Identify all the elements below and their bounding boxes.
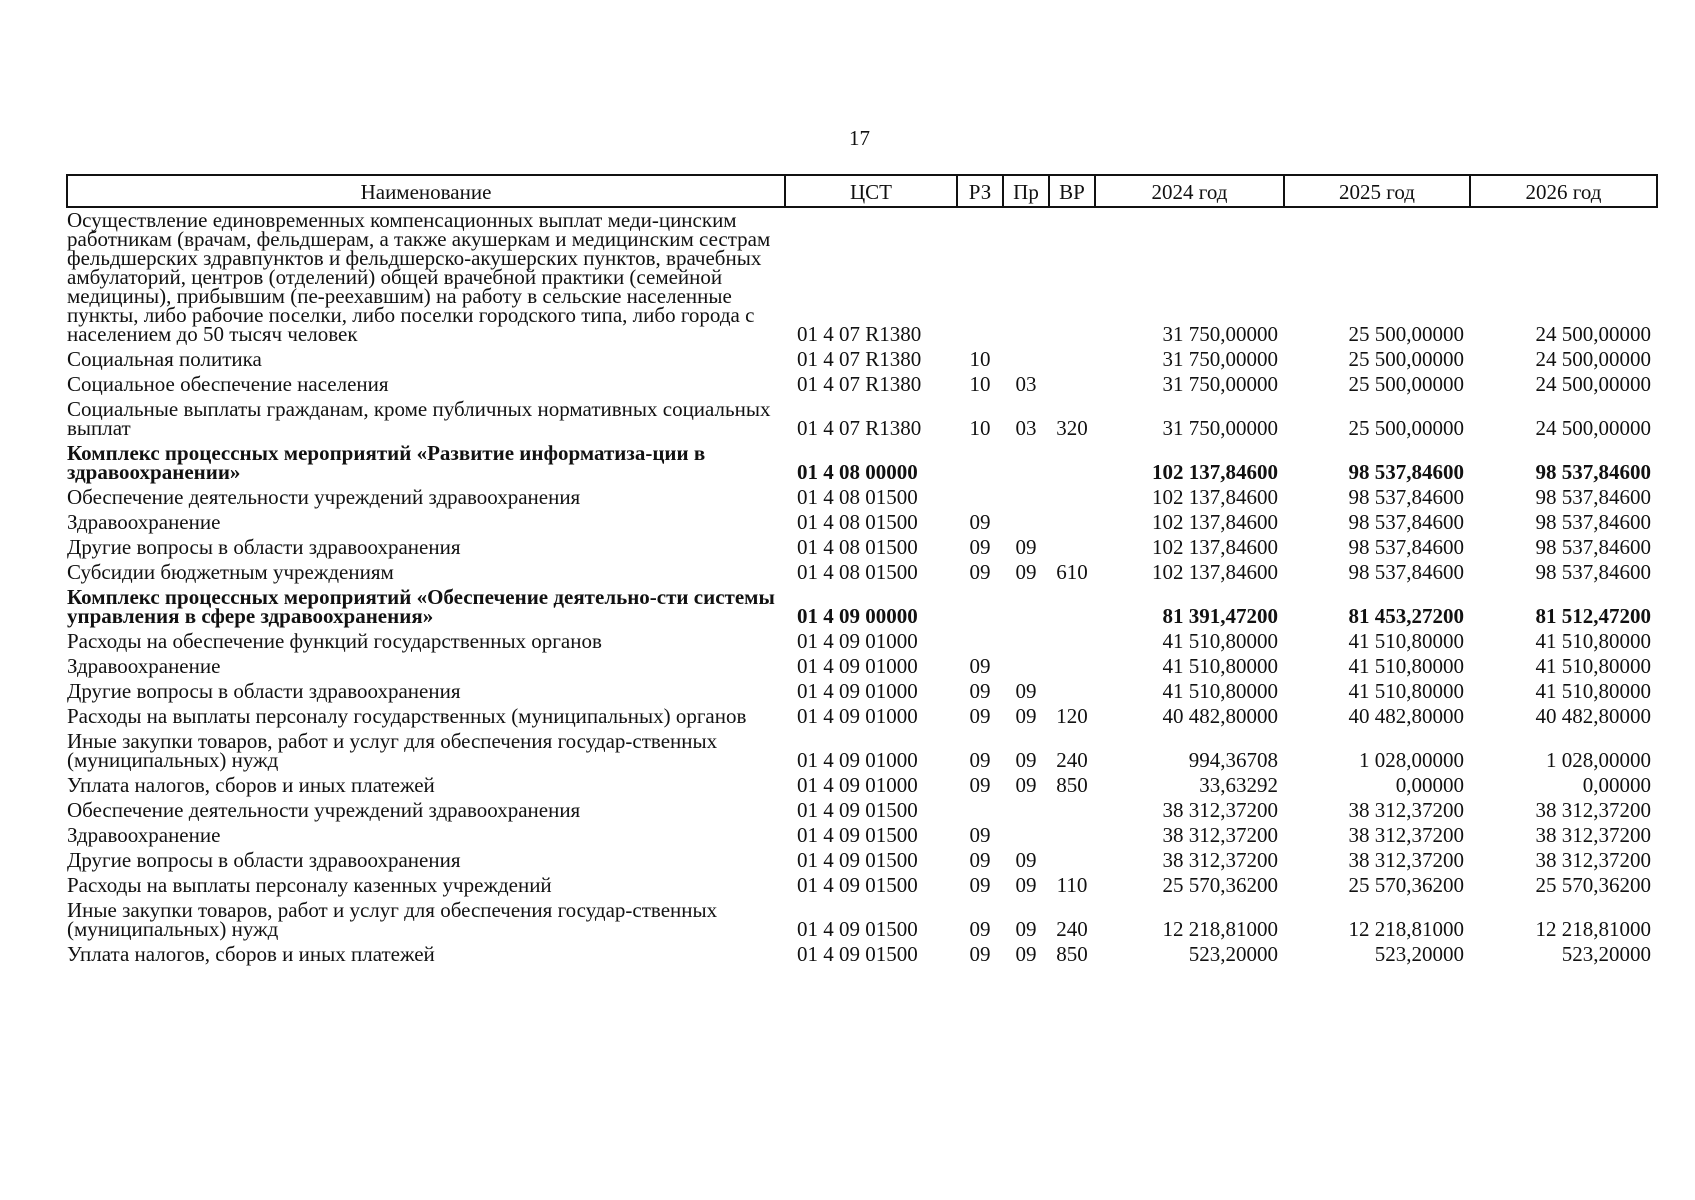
row-value-2026: 38 312,37200 <box>1535 798 1651 822</box>
table-row <box>67 942 1657 967</box>
row-name: Расходы на обеспечение функций государственных органов <box>67 629 602 653</box>
row-value-2025: 25 500,00000 <box>1348 347 1464 371</box>
row-cst: 01 4 09 00000 <box>797 604 918 628</box>
row-vr: 850 <box>1056 773 1088 797</box>
table-row <box>67 848 1657 873</box>
budget-table-container <box>66 174 1656 967</box>
row-cst: 01 4 07 R1380 <box>797 347 922 371</box>
row-vr: 610 <box>1056 560 1088 584</box>
row-cst: 01 4 08 01500 <box>797 560 918 584</box>
header-2026: 2026 год <box>1470 175 1657 207</box>
row-value-2026: 41 510,80000 <box>1535 679 1651 703</box>
row-vr <box>1049 485 1095 510</box>
row-name: Здравоохранение <box>67 510 221 534</box>
row-rz <box>957 629 1003 654</box>
row-value-2026: 38 312,37200 <box>1535 823 1651 847</box>
row-rz: 09 <box>969 510 991 534</box>
row-rz: 09 <box>969 942 991 966</box>
row-pr: 09 <box>1015 917 1037 941</box>
row-vr: 850 <box>1056 942 1088 966</box>
row-pr <box>1003 585 1049 629</box>
row-value-2024: 41 510,80000 <box>1162 629 1278 653</box>
row-rz: 09 <box>969 560 991 584</box>
header-name: Наименование <box>67 175 785 207</box>
row-pr: 09 <box>1015 848 1037 872</box>
row-name: Социальные выплаты гражданам, кроме публичных нормативных социальных выплат <box>67 397 771 440</box>
row-vr: 240 <box>1056 917 1088 941</box>
row-name: Расходы на выплаты персоналу государственных (муниципальных) органов <box>67 704 747 728</box>
row-vr <box>1049 823 1095 848</box>
table-row <box>67 629 1657 654</box>
row-cst: 01 4 09 01000 <box>797 654 918 678</box>
row-value-2024: 31 750,00000 <box>1162 416 1278 440</box>
row-value-2026: 0,00000 <box>1582 773 1651 797</box>
row-value-2025: 12 218,81000 <box>1348 917 1464 941</box>
row-cst: 01 4 09 01000 <box>797 629 918 653</box>
row-value-2026: 25 570,36200 <box>1535 873 1651 897</box>
page-number <box>0 126 1695 151</box>
row-pr: 09 <box>1015 679 1037 703</box>
row-name: Расходы на выплаты персоналу казенных учреждений <box>67 873 552 897</box>
row-value-2025: 98 537,84600 <box>1348 460 1464 484</box>
row-vr <box>1049 848 1095 873</box>
row-value-2025: 98 537,84600 <box>1348 485 1464 509</box>
table-row <box>67 441 1657 485</box>
row-vr: 120 <box>1056 704 1088 728</box>
row-value-2026: 98 537,84600 <box>1535 460 1651 484</box>
row-rz: 09 <box>969 873 991 897</box>
budget-table <box>66 174 1658 967</box>
row-name: Иные закупки товаров, работ и услуг для обеспечения государ-ственных (муниципальных) нужд <box>67 729 718 772</box>
row-name: Уплата налогов, сборов и иных платежей <box>67 773 435 797</box>
row-rz: 09 <box>969 654 991 678</box>
row-rz <box>957 798 1003 823</box>
row-pr <box>1003 510 1049 535</box>
table-row <box>67 654 1657 679</box>
row-value-2026: 24 500,00000 <box>1535 322 1651 346</box>
table-row <box>67 729 1657 773</box>
row-value-2026: 98 537,84600 <box>1535 485 1651 509</box>
row-vr <box>1049 585 1095 629</box>
row-vr <box>1049 372 1095 397</box>
row-value-2025: 41 510,80000 <box>1348 654 1464 678</box>
row-cst: 01 4 09 01000 <box>797 704 918 728</box>
row-cst: 01 4 08 00000 <box>797 460 918 484</box>
table-row <box>67 535 1657 560</box>
row-rz: 09 <box>969 748 991 772</box>
row-value-2024: 31 750,00000 <box>1162 322 1278 346</box>
header-row <box>67 175 1657 207</box>
header-2025: 2025 год <box>1284 175 1470 207</box>
header-pr: Пр <box>1003 175 1049 207</box>
row-pr <box>1003 654 1049 679</box>
row-name: Комплекс процессных мероприятий «Развитие информатиза-ции в здравоохранении» <box>67 441 706 484</box>
row-pr <box>1003 629 1049 654</box>
header-rz: РЗ <box>957 175 1003 207</box>
row-cst: 01 4 09 01500 <box>797 823 918 847</box>
row-name: Социальная политика <box>67 347 262 371</box>
row-value-2024: 81 391,47200 <box>1162 604 1278 628</box>
row-cst: 01 4 08 01500 <box>797 510 918 534</box>
header-2024: 2024 год <box>1095 175 1284 207</box>
row-rz: 10 <box>969 347 991 371</box>
table-row <box>67 898 1657 942</box>
row-value-2025: 98 537,84600 <box>1348 510 1464 534</box>
row-value-2024: 38 312,37200 <box>1162 848 1278 872</box>
row-pr: 03 <box>1015 372 1037 396</box>
row-value-2026: 24 500,00000 <box>1535 372 1651 396</box>
table-header <box>67 175 1657 207</box>
row-cst: 01 4 09 01500 <box>797 848 918 872</box>
row-value-2025: 98 537,84600 <box>1348 560 1464 584</box>
row-pr: 09 <box>1015 773 1037 797</box>
row-cst: 01 4 09 01000 <box>797 679 918 703</box>
row-rz <box>957 207 1003 347</box>
row-value-2025: 38 312,37200 <box>1348 848 1464 872</box>
row-value-2024: 38 312,37200 <box>1162 798 1278 822</box>
row-pr: 09 <box>1015 748 1037 772</box>
row-name: Иные закупки товаров, работ и услуг для обеспечения государ-ственных (муниципальных) нужд <box>67 898 718 941</box>
row-value-2025: 40 482,80000 <box>1348 704 1464 728</box>
row-pr <box>1003 207 1049 347</box>
row-value-2024: 41 510,80000 <box>1162 654 1278 678</box>
row-rz: 09 <box>969 917 991 941</box>
row-value-2024: 25 570,36200 <box>1162 873 1278 897</box>
row-vr <box>1049 679 1095 704</box>
table-row <box>67 347 1657 372</box>
row-name: Здравоохранение <box>67 823 221 847</box>
row-value-2025: 81 453,27200 <box>1348 604 1464 628</box>
row-cst: 01 4 07 R1380 <box>797 322 922 346</box>
row-cst: 01 4 09 01000 <box>797 748 918 772</box>
row-vr: 320 <box>1056 416 1088 440</box>
row-value-2025: 41 510,80000 <box>1348 629 1464 653</box>
row-pr <box>1003 347 1049 372</box>
table-row <box>67 823 1657 848</box>
row-vr <box>1049 207 1095 347</box>
table-row <box>67 679 1657 704</box>
row-rz: 09 <box>969 848 991 872</box>
row-value-2024: 12 218,81000 <box>1162 917 1278 941</box>
row-name: Здравоохранение <box>67 654 221 678</box>
row-value-2025: 25 500,00000 <box>1348 322 1464 346</box>
row-name: Обеспечение деятельности учреждений здравоохранения <box>67 485 581 509</box>
row-vr <box>1049 535 1095 560</box>
row-value-2026: 40 482,80000 <box>1535 704 1651 728</box>
row-cst: 01 4 09 01500 <box>797 798 918 822</box>
row-pr: 09 <box>1015 704 1037 728</box>
row-cst: 01 4 09 01500 <box>797 873 918 897</box>
row-value-2026: 523,20000 <box>1561 942 1651 966</box>
row-value-2025: 98 537,84600 <box>1348 535 1464 559</box>
row-value-2024: 102 137,84600 <box>1152 535 1278 559</box>
row-value-2025: 523,20000 <box>1374 942 1464 966</box>
row-value-2026: 98 537,84600 <box>1535 560 1651 584</box>
row-value-2024: 994,36708 <box>1188 748 1278 772</box>
row-name: Другие вопросы в области здравоохранения <box>67 679 461 703</box>
row-rz: 09 <box>969 535 991 559</box>
row-pr: 09 <box>1015 942 1037 966</box>
row-vr <box>1049 510 1095 535</box>
row-value-2024: 523,20000 <box>1188 942 1278 966</box>
table-row <box>67 773 1657 798</box>
row-name: Субсидии бюджетным учреждениям <box>67 560 394 584</box>
table-row <box>67 510 1657 535</box>
row-vr <box>1049 654 1095 679</box>
table-row <box>67 207 1657 347</box>
row-vr <box>1049 441 1095 485</box>
row-value-2025: 1 028,00000 <box>1359 748 1464 772</box>
row-value-2025: 38 312,37200 <box>1348 823 1464 847</box>
row-rz: 09 <box>969 773 991 797</box>
row-cst: 01 4 09 01500 <box>797 942 918 966</box>
row-rz: 10 <box>969 416 991 440</box>
table-row <box>67 397 1657 441</box>
row-name: Социальное обеспечение населения <box>67 372 389 396</box>
row-vr: 240 <box>1056 748 1088 772</box>
row-value-2026: 12 218,81000 <box>1535 917 1651 941</box>
row-vr <box>1049 347 1095 372</box>
row-rz: 09 <box>969 823 991 847</box>
row-value-2024: 38 312,37200 <box>1162 823 1278 847</box>
row-value-2026: 98 537,84600 <box>1535 535 1651 559</box>
row-value-2025: 25 500,00000 <box>1348 372 1464 396</box>
row-value-2026: 41 510,80000 <box>1535 654 1651 678</box>
table-row <box>67 798 1657 823</box>
row-value-2025: 41 510,80000 <box>1348 679 1464 703</box>
row-value-2025: 0,00000 <box>1395 773 1464 797</box>
row-name: Обеспечение деятельности учреждений здравоохранения <box>67 798 581 822</box>
row-cst: 01 4 08 01500 <box>797 485 918 509</box>
row-name: Комплекс процессных мероприятий «Обеспечение деятельно-сти системы управления в сфере здравоохранения» <box>67 585 775 628</box>
table-row <box>67 485 1657 510</box>
row-vr: 110 <box>1056 873 1088 897</box>
header-cst: ЦСТ <box>785 175 957 207</box>
row-cst: 01 4 09 01000 <box>797 773 918 797</box>
row-rz <box>957 441 1003 485</box>
row-value-2026: 1 028,00000 <box>1546 748 1651 772</box>
table-row <box>67 372 1657 397</box>
row-pr: 03 <box>1015 416 1037 440</box>
table-row <box>67 704 1657 729</box>
row-pr <box>1003 798 1049 823</box>
row-value-2024: 31 750,00000 <box>1162 347 1278 371</box>
table-body <box>67 207 1657 967</box>
header-vr: ВР <box>1049 175 1095 207</box>
row-vr <box>1049 798 1095 823</box>
row-pr: 09 <box>1015 535 1037 559</box>
row-rz: 09 <box>969 679 991 703</box>
row-value-2026: 24 500,00000 <box>1535 416 1651 440</box>
row-value-2025: 25 500,00000 <box>1348 416 1464 440</box>
row-value-2024: 102 137,84600 <box>1152 560 1278 584</box>
page-number-text: 17 <box>849 126 870 150</box>
row-name: Осуществление единовременных компенсационных выплат меди-цинским работникам (врачам, фельдшерам, а также акушеркам и медицинским сестрам фельдшерских здравпунктов и фельдшерско-акушерских пунктов, врачебных амбулаторий, центров (отделений) общей врачебной практики (семейной медицины), прибывшим (пе-реехавшим) на работу в сельские населенные пункты, либо рабочие поселки, либо поселки городского типа, либо города с населением до 50 тысяч человек <box>67 208 771 346</box>
row-pr <box>1003 485 1049 510</box>
row-value-2025: 38 312,37200 <box>1348 798 1464 822</box>
row-value-2024: 33,63292 <box>1199 773 1278 797</box>
row-value-2025: 25 570,36200 <box>1348 873 1464 897</box>
row-name: Уплата налогов, сборов и иных платежей <box>67 942 435 966</box>
row-value-2024: 40 482,80000 <box>1162 704 1278 728</box>
row-name: Другие вопросы в области здравоохранения <box>67 535 461 559</box>
row-value-2024: 31 750,00000 <box>1162 372 1278 396</box>
row-cst: 01 4 08 01500 <box>797 535 918 559</box>
row-rz <box>957 485 1003 510</box>
row-rz: 09 <box>969 704 991 728</box>
table-row <box>67 585 1657 629</box>
row-pr: 09 <box>1015 560 1037 584</box>
table-row <box>67 560 1657 585</box>
row-pr <box>1003 441 1049 485</box>
row-cst: 01 4 07 R1380 <box>797 372 922 396</box>
row-value-2024: 102 137,84600 <box>1152 510 1278 534</box>
row-rz <box>957 585 1003 629</box>
row-value-2024: 102 137,84600 <box>1152 485 1278 509</box>
row-vr <box>1049 629 1095 654</box>
row-value-2026: 24 500,00000 <box>1535 347 1651 371</box>
row-value-2024: 41 510,80000 <box>1162 679 1278 703</box>
row-value-2024: 102 137,84600 <box>1152 460 1278 484</box>
row-pr <box>1003 823 1049 848</box>
row-value-2026: 41 510,80000 <box>1535 629 1651 653</box>
row-value-2026: 38 312,37200 <box>1535 848 1651 872</box>
row-pr: 09 <box>1015 873 1037 897</box>
row-value-2026: 81 512,47200 <box>1535 604 1651 628</box>
row-cst: 01 4 07 R1380 <box>797 416 922 440</box>
row-name: Другие вопросы в области здравоохранения <box>67 848 461 872</box>
row-rz: 10 <box>969 372 991 396</box>
row-value-2026: 98 537,84600 <box>1535 510 1651 534</box>
table-row <box>67 873 1657 898</box>
row-cst: 01 4 09 01500 <box>797 917 918 941</box>
